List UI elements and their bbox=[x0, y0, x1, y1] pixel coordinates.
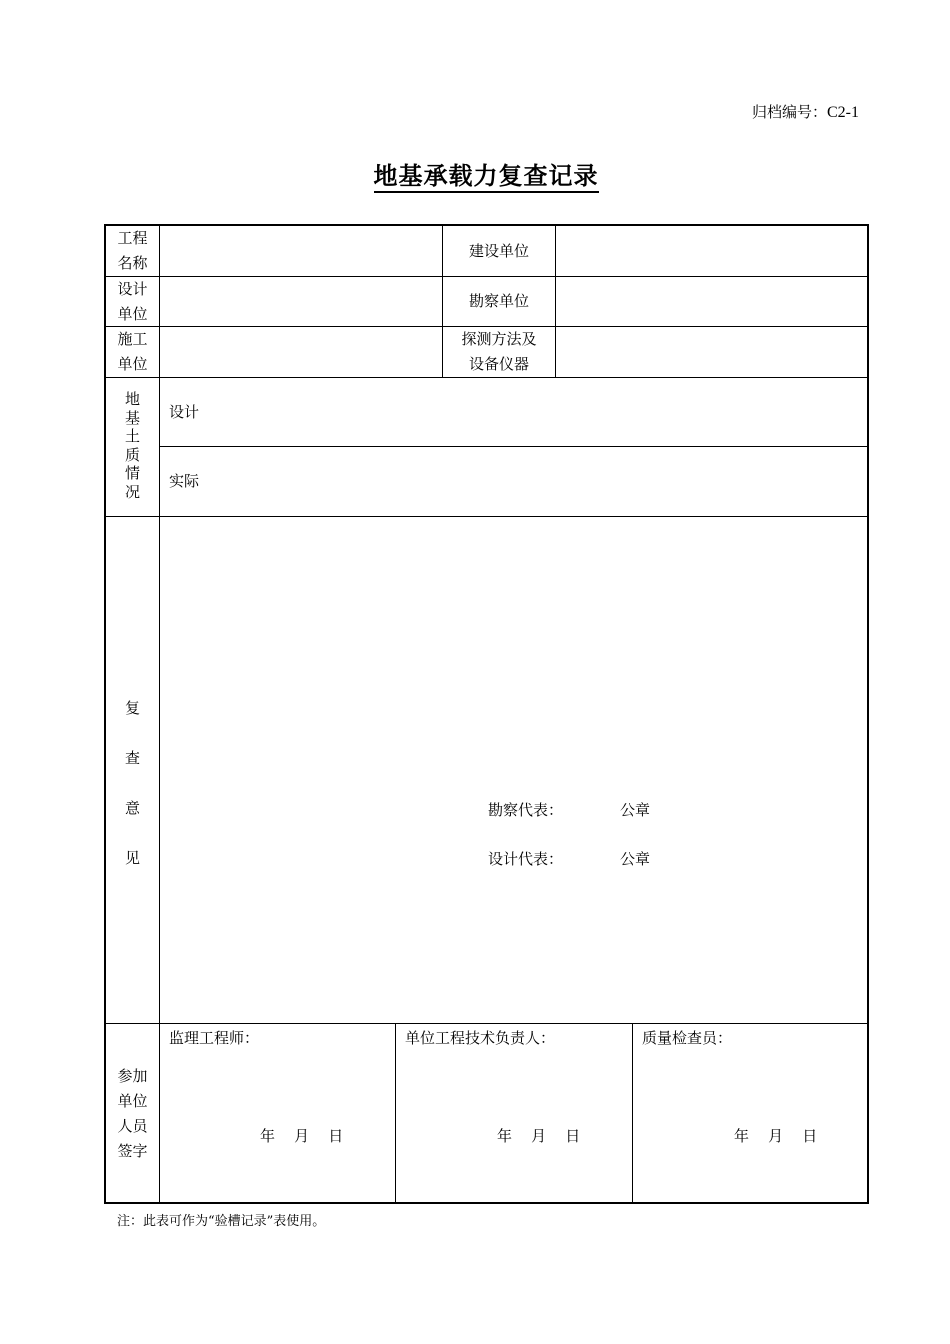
label-char: 情 bbox=[124, 464, 140, 482]
row-divider bbox=[106, 377, 867, 378]
archive-number bbox=[752, 101, 859, 122]
day-label: 日 bbox=[565, 1127, 581, 1145]
project-name-label bbox=[106, 226, 159, 276]
label-line: 工程 bbox=[117, 229, 148, 247]
col-divider bbox=[395, 1023, 396, 1202]
design-seal-label: 公章 bbox=[620, 850, 651, 868]
survey-seal-label: 公章 bbox=[620, 801, 651, 819]
soil-condition-label bbox=[106, 390, 159, 501]
review-opinion-label bbox=[106, 683, 159, 883]
label-char: 复 bbox=[124, 699, 140, 717]
label-char: 况 bbox=[124, 482, 140, 501]
label-line: 名称 bbox=[117, 254, 148, 272]
soil-design-label: 设计 bbox=[169, 403, 200, 421]
month-label: 月 bbox=[294, 1127, 310, 1145]
page-title bbox=[0, 156, 950, 191]
label-line: 探测方法及 bbox=[461, 330, 537, 348]
design-rep-label: 设计代表： bbox=[488, 850, 564, 868]
project-name-field[interactable] bbox=[160, 226, 442, 276]
design-unit-label bbox=[106, 277, 159, 327]
footer-note: 注：此表可作为“验槽记录”表使用。 bbox=[117, 1214, 326, 1229]
label-line: 人员 bbox=[117, 1117, 148, 1135]
label-line: 单位 bbox=[117, 1092, 148, 1110]
supervisor-label: 监理工程师： bbox=[169, 1029, 260, 1047]
detection-method-label bbox=[443, 327, 555, 377]
label-char: 见 bbox=[124, 849, 140, 867]
construction-unit-label: 建设单位 bbox=[468, 242, 529, 260]
row-divider bbox=[159, 446, 867, 447]
inspector-label: 质量检查员： bbox=[642, 1029, 733, 1047]
tech-lead-date bbox=[497, 1124, 580, 1149]
label-line: 参加 bbox=[117, 1067, 148, 1085]
label-line: 签字 bbox=[117, 1142, 148, 1160]
col-divider bbox=[632, 1023, 633, 1202]
month-label: 月 bbox=[768, 1127, 784, 1145]
survey-rep-label: 勘察代表： bbox=[488, 801, 564, 819]
label-line: 单位 bbox=[117, 355, 148, 373]
year-label: 年 bbox=[734, 1127, 750, 1145]
label-line: 设备仪器 bbox=[468, 355, 529, 373]
month-label: 月 bbox=[531, 1127, 547, 1145]
signatures-label bbox=[106, 1064, 159, 1164]
label-line: 单位 bbox=[117, 305, 148, 323]
construction-unit-field[interactable] bbox=[556, 226, 867, 276]
survey-unit-label: 勘察单位 bbox=[468, 292, 529, 310]
row-divider bbox=[106, 1023, 867, 1024]
row-divider bbox=[106, 516, 867, 517]
tech-lead-label: 单位工程技术负责人： bbox=[405, 1029, 556, 1047]
year-label: 年 bbox=[497, 1127, 513, 1145]
inspector-date bbox=[734, 1124, 817, 1149]
record-form bbox=[104, 224, 869, 1204]
label-line: 施工 bbox=[117, 330, 148, 348]
design-unit-field[interactable] bbox=[160, 277, 442, 326]
label-line: 设计 bbox=[117, 280, 148, 298]
label-char: 基 bbox=[124, 408, 140, 427]
label-char: 土 bbox=[124, 427, 140, 445]
day-label: 日 bbox=[802, 1127, 818, 1145]
build-unit-label bbox=[106, 327, 159, 377]
archive-code: C2-1 bbox=[827, 104, 859, 121]
survey-unit-field[interactable] bbox=[556, 277, 867, 326]
soil-actual-label: 实际 bbox=[169, 472, 200, 490]
label-char: 意 bbox=[124, 799, 140, 817]
build-unit-field[interactable] bbox=[160, 327, 442, 377]
archive-label: 归档编号： bbox=[751, 103, 827, 121]
detection-method-field[interactable] bbox=[556, 327, 867, 377]
page-title-text: 地基承载力复查记录 bbox=[374, 162, 599, 193]
label-char: 查 bbox=[124, 749, 140, 767]
label-char: 质 bbox=[124, 445, 140, 464]
supervisor-date bbox=[260, 1124, 343, 1149]
year-label: 年 bbox=[260, 1127, 276, 1145]
label-char: 地 bbox=[124, 390, 140, 408]
day-label: 日 bbox=[328, 1127, 344, 1145]
